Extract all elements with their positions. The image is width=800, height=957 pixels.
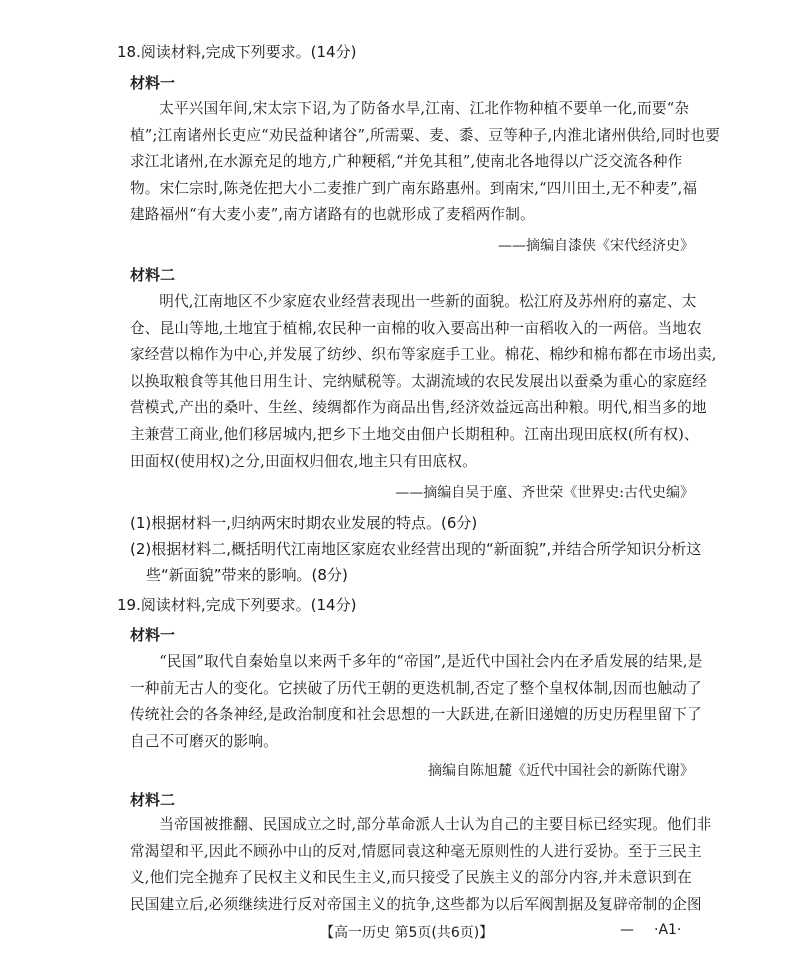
- q18-m1-line: 物。宋仁宗时,陈尧佐把大小二麦推广到广南东路惠州。到南宋,“四川田土,无不种麦”,福: [130, 179, 698, 197]
- page-footer: [0, 920, 800, 944]
- q18-sub-questions: [130, 510, 700, 588]
- q18-m2-line: 营模式,产出的桑叶、生丝、绫绸都作为商品出售,经济效益远高出种粮。明代,相当多的地: [130, 399, 707, 417]
- q19-m2-line: 民国建立后,必须继续进行反对帝国主义的抗争,这些都为以后军阀割据及复辟帝制的企图: [130, 895, 702, 913]
- q18-material-2-heading: 材料二: [130, 266, 176, 284]
- q19-m1-line: 传统社会的各条神经,是政治制度和社会思想的一大跃进,在新旧递嬗的历史历程里留下了: [130, 706, 702, 724]
- q18-material-2-text: [130, 289, 717, 475]
- q18-m2-line: 田面权(使用权)之分,田面权归佃农,地主只有田底权。: [130, 452, 477, 470]
- q18-sub-question-1: (1)根据材料一,归纳两宋时期农业发展的特点。(6分): [130, 514, 478, 532]
- q18-sub-question-2: (2)根据材料二,概括明代江南地区家庭农业经营出现的“新面貌”,并结合所学知识分析这: [130, 540, 702, 558]
- footer-code: ·A1·: [654, 922, 682, 938]
- q19-material-1-heading: 材料一: [130, 626, 176, 644]
- q19-m1-line: 自己不可磨灭的影响。: [130, 732, 278, 750]
- q19-material-1-source: 摘编自陈旭麓《近代中国社会的新陈代谢》: [428, 763, 694, 779]
- q18-material-2-source: ——摘编自吴于廑、齐世荣《世界史:古代史编》: [395, 485, 694, 501]
- q19-m1-line: 一种前无古人的变化。它挟破了历代王朝的更迭机制,否定了整个皇权体制,因而也触动了: [130, 679, 702, 697]
- q18-material-1-text: [130, 96, 720, 229]
- q18-m1-line: 太平兴国年间,宋太宗下诏,为了防备水旱,江南、江北作物种植不要单一化,而要“杂: [159, 100, 690, 117]
- q18-sub-question-2-cont: 些“新面貌”带来的影响。(8分): [146, 566, 348, 584]
- q19-material-1-text: [130, 649, 703, 755]
- q18-m2-line: 以换取粮食等其他日用生计、完纳赋税等。太湖流域的农民发展出以蚕桑为重心的家庭经: [130, 372, 707, 390]
- q18-m2-line: 主兼营工商业,他们移居城内,把乡下土地交由佃户长期租种。江南出现田底权(所有权)、: [130, 425, 699, 443]
- q19-m2-line: 常渴望和平,因此不顾孙中山的反对,情愿同袁这种毫无原则性的人进行妥协。至于三民主: [130, 842, 702, 860]
- q18-material-1-heading: 材料一: [130, 74, 176, 92]
- q19-m2-line: 义,他们完全抛弃了民权主义和民生主义,而只接受了民族主义的部分内容,并未意识到在: [130, 869, 692, 887]
- footer-dash: —: [620, 922, 634, 938]
- q18-m1-line: 求江北诸州,在水源充足的地方,广种粳稻,“并免其租”,使南北各地得以广泛交流各种作: [130, 153, 683, 171]
- question-19-title: 19.阅读材料,完成下列要求。(14分): [117, 596, 357, 614]
- q19-material-2-heading: 材料二: [130, 791, 176, 809]
- q18-m2-line: 明代,江南地区不少家庭农业经营表现出一些新的面貌。松江府及苏州府的嘉定、太: [159, 293, 697, 310]
- q18-material-1-source: ——摘编自漆侠《宋代经济史》: [498, 238, 694, 254]
- q18-m2-line: 仓、昆山等地,土地宜于植棉,农民种一亩棉的收入要高出种一亩稻收入的一两倍。当地农: [130, 319, 702, 337]
- question-18-title: 18.阅读材料,完成下列要求。(14分): [117, 43, 357, 61]
- q19-material-2-text: [130, 812, 712, 918]
- q19-m1-line: “民国”取代自秦始皇以来两千多年的“帝国”,是近代中国社会内在矛盾发展的结果,是: [159, 653, 703, 670]
- q19-m2-line: 当帝国被推翻、民国成立之时,部分革命派人士认为自己的主要目标已经实现。他们非: [159, 816, 712, 833]
- q18-m1-line: 植”;江南诸州长吏应“劝民益种诸谷”,所需粟、麦、黍、豆等种子,内淮北诸州供给,同时也要: [130, 126, 720, 144]
- footer-page-info: 【高一历史 第5页(共6页)】: [320, 925, 494, 941]
- q18-m2-line: 家经营以棉作为中心,并发展了纺纱、织布等家庭手工业。棉花、棉纱和棉布都在市场出卖,: [130, 346, 717, 364]
- q18-m1-line: 建路福州“有大麦小麦”,南方诸路有的也就形成了麦稻两作制。: [130, 206, 535, 224]
